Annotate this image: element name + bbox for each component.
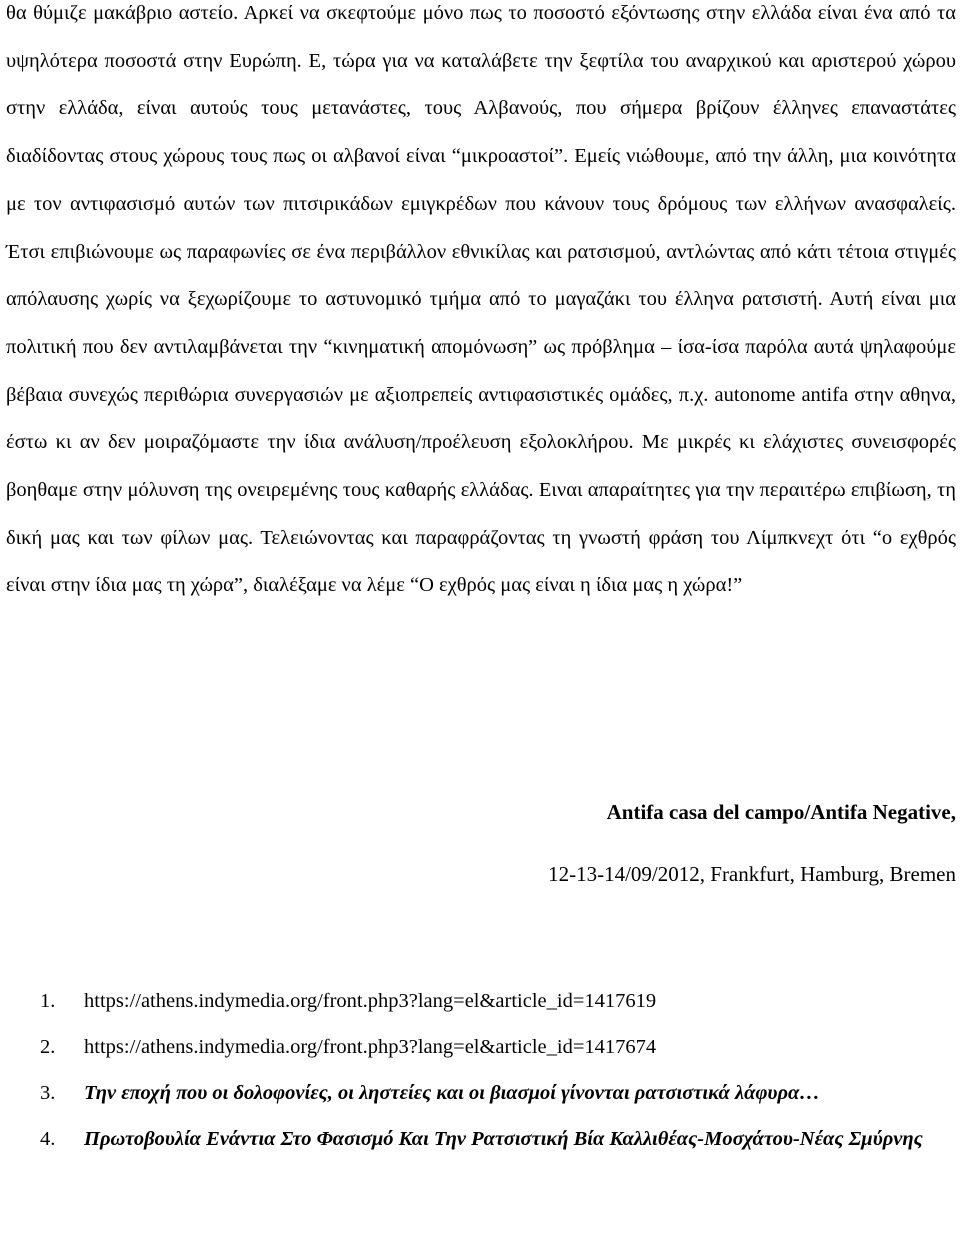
references-list — [6, 978, 956, 1162]
reference-item — [6, 1024, 956, 1070]
reference-number: 4. — [40, 1128, 56, 1150]
reference-link[interactable]: https://athens.indymedia.org/front.php3?lang=el&article_id=1417619 — [84, 990, 657, 1012]
reference-number: 3. — [40, 1082, 56, 1104]
reference-item — [6, 978, 956, 1024]
signature-block — [6, 788, 956, 898]
reference-item — [6, 1070, 956, 1116]
reference-number: 2. — [40, 1036, 56, 1058]
signature-date-place: 12-13-14/09/2012, Frankfurt, Hamburg, Bremen — [548, 862, 956, 886]
reference-link[interactable]: https://athens.indymedia.org/front.php3?lang=el&article_id=1417674 — [84, 1036, 657, 1058]
document-page — [6, 0, 960, 1245]
reference-number: 1. — [40, 990, 56, 1012]
reference-title: Την εποχή που οι δολοφονίες, οι ληστείες και οι βιασμοί γίνονται ρατσιστικά λάφυρα… — [84, 1082, 820, 1104]
reference-item — [6, 1116, 956, 1162]
body-paragraph: θα θύμιζε μακάβριο αστείο. Αρκεί να σκεφτούμε μόνο πως το ποσοστό εξόντωσης στην ελλάδα είναι ένα από τα υψηλότερα ποσοστά στην Ευρώπη. Ε, τώρα για να καταλάβετε την ξεφτίλα του αναρχικού και αριστερού χώρου στην ελλάδα, είναι αυτούς τους μετανάστες, τους Αλβανούς, που σήμερα βρίζουν έλληνες επαναστάτες διαδίδοντας στους χώρους τους πως οι αλβανοί είναι “μικροαστοί”. Εμείς νιώθουμε, από την άλλη, μια κοινότητα με τον αντιφασισμό αυτών των πιτσιρικάδων εμιγκρέδων που κάνουν τους δρόμους των ελλήνων ανασφαλείς. Έτσι επιβιώνουμε ως παραφωνίες σε ένα περιβάλλον εθνικίλας και ρατσισμού, αντλώντας από κάτι τέτοια στιγμές απόλαυσης χωρίς να ξεχωρίζουμε το αστυνομικό τμήμα από το μαγαζάκι του έλληνα ρατσιστή. Αυτή είναι μια πολιτική που δεν αντιλαμβάνεται την “κινηματική απομόνωση” ως πρόβλημα – ίσα-ίσα παρόλα αυτά ψηλαφούμε βέβαια συνεχώς περιθώρια συνεργασιών με αξιοπρεπείς αντιφασιστικές ομάδες, π.χ. autonome antifa στην αθηνα, έστω κι αν δεν μοιραζόμαστε την ίδια ανάλυση/προέλευση εξολοκλήρου. Με μικρές κι ελάχιστες συνεισφορές βοηθαμε στην μόλυνση της ονειρεμένης τους καθαρής ελλάδας. Ειναι απαραίτητες για την περαιτέρω επιβίωση, τη δική μας και των φίλων μας. Τελειώνοντας και παραφράζοντας τη γνωστή φράση του Λίμπκνεχτ ότι “ο εχθρός είναι στην ίδια μας τη χώρα”, διαλέξαμε να λέμε “Ο εχθρός μας είναι η ίδια μας η χώρα!” — [6, 2, 956, 597]
signature-name: Antifa casa del campo/Antifa Negative, — [606, 800, 956, 824]
reference-title: Πρωτοβουλία Ενάντια Στο Φασισμό Και Την Ρατσιστική Βία Καλλιθέας-Μοσχάτου-Νέας Σμύρνης — [84, 1128, 923, 1150]
